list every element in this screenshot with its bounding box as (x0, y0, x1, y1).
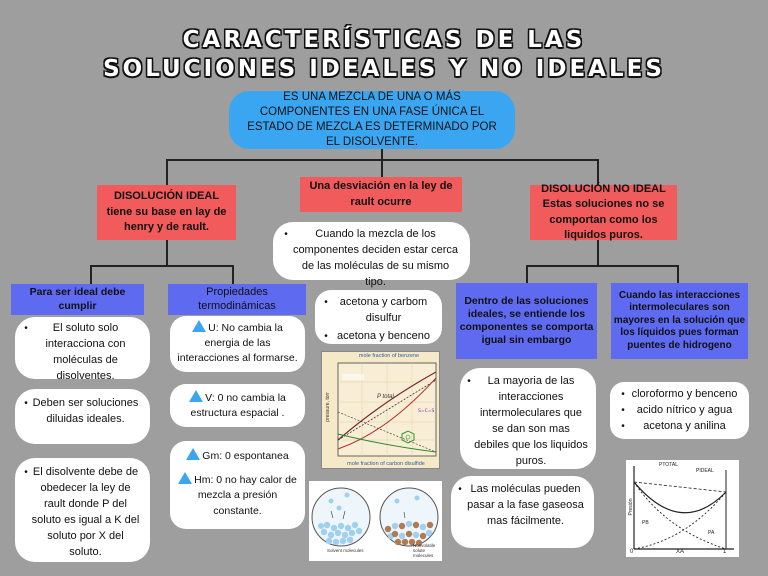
connector (166, 159, 168, 186)
connector (526, 265, 528, 284)
graph-top-label: mole fraction of benzene (358, 353, 420, 359)
connector (381, 159, 383, 178)
thermo-item: V: 0 no cambia la estructura espacial . (190, 392, 286, 420)
connector (90, 265, 234, 267)
connector (526, 265, 679, 267)
vapor-pressure-graph (321, 351, 440, 469)
bullet-dot: • (621, 421, 625, 432)
nonideal-solution-box (530, 182, 677, 241)
bullet-dot: • (467, 376, 471, 387)
bullet-dot: • (458, 484, 462, 495)
raoult-pb-label: PB (642, 520, 649, 526)
thermo-item: Hm: 0 no hay calor de mezcla a presión constante. (194, 474, 297, 517)
condition-item: Deben ser soluciones diluidas ideales. (32, 397, 139, 425)
thermo-card (170, 384, 305, 427)
graph-ylabel: pressure, torr (325, 392, 331, 422)
bullet-dot: • (324, 330, 328, 342)
raoult-svg (626, 460, 739, 557)
hbond-item: acido nítrico y agua (636, 404, 733, 416)
connector (90, 265, 92, 285)
condition-card (15, 458, 150, 562)
thermo-item: Gm: 0 espontanea (202, 450, 289, 462)
condition-item: El soluto solo interacciona con moléculas de disolventes. (45, 322, 126, 382)
nonideal-item: Las moléculas pueden pasar a la fase gaseosa mas fácilmente. (467, 483, 584, 527)
particles-image (309, 481, 442, 561)
triangle-icon (186, 448, 200, 460)
raoult-zero-label: 0 (630, 549, 634, 555)
connector (232, 265, 234, 285)
conditions-heading: Para ser ideal debe cumplir (11, 284, 144, 315)
graph-bottom-label: mole fraction of carbon disulfide (347, 461, 425, 467)
graph-total-label: P total (377, 394, 394, 400)
raoult-pa-label: PA (708, 530, 715, 536)
deviation-bullet-card (273, 222, 470, 288)
hbond-card (610, 382, 749, 439)
thermo-card (170, 441, 305, 529)
deviation-examples-card (315, 290, 442, 344)
condition-card (15, 389, 150, 444)
raoult-diagram (626, 460, 739, 557)
bullet-dot: • (24, 467, 28, 478)
triangle-icon (178, 472, 192, 484)
raoult-xlabel: XA (676, 549, 685, 555)
nonideal-inner-heading: Dentro de las soluciones ideales, se entiende los componentes se comporta igual sin embargo (456, 283, 597, 359)
particles-right-label: Nonvolatile solute molecules (413, 543, 436, 558)
bullet-dot: • (324, 297, 328, 308)
ideal-heading: DISOLUCIÓN IDEAL (113, 190, 220, 203)
deviation-example: acetona y benceno (337, 329, 430, 342)
hbond-item: cloroformo y benceno (631, 388, 738, 400)
deviation-heading: Una desviación en la ley de rault ocurre (300, 177, 462, 212)
root-definition: ES UNA MEZCLA DE UNA O MÁS COMPONENTES EN UNA FASE ÚNICA EL ESTADO DE MEZCLA ES DETERMINADO POR EL DISOLVENTE. (229, 91, 515, 149)
nonideal-item: La mayoria de las interacciones intermoleculares que se dan son mas debiles que los liquidos puros. (474, 375, 588, 467)
raoult-one-label: 1 (723, 549, 727, 555)
condition-item: El disolvente debe de obedecer la ley de rault donde P del soluto es igual a K del soluto por X del soluto. (31, 466, 140, 558)
ideal-subtitle: tiene su base en lay de henry y de rault. (106, 205, 227, 234)
deviation-bullet: Cuando la mezcla de los componentes deciden estar cerca de las moléculas de su mismo tipo. (292, 228, 459, 288)
thermo-heading: Propiedades termodinámicas (168, 284, 306, 315)
bullet-dot: • (24, 398, 28, 409)
bullet-dot: • (621, 389, 625, 400)
hbond-item: acetona y anilina (643, 420, 726, 432)
condition-card (15, 317, 150, 382)
particles-left-label: Solvent molecules (327, 548, 364, 553)
deviation-example: acetona y carbom disulfur (339, 296, 428, 324)
triangle-icon (189, 390, 203, 402)
nonideal-card (460, 368, 596, 469)
vapor-pressure-svg (322, 352, 441, 470)
hbond-heading: Cuando las interacciones intermoleculares son mayores en la solución que los líquidos pues forman puentes de hidrogeno (611, 283, 748, 359)
title-line-2: SOLUCIONES IDEALES Y NO IDEALES (103, 56, 665, 82)
triangle-icon (192, 320, 206, 332)
svg-text:S=C=S: S=C=S (418, 409, 435, 414)
raoult-ylabel: Presión (628, 498, 634, 516)
thermo-card (170, 316, 305, 372)
nonideal-heading: DISOLUCIÓN NO IDEAL (541, 182, 666, 195)
connector (166, 240, 168, 266)
raoult-pideal-label: PIDEAL (696, 468, 714, 474)
bullet-dot: • (24, 323, 28, 334)
nonideal-subtitle: Estas soluciones no se comportan como los liquidos puros. (542, 198, 665, 241)
title-line-1: CARACTERÍSTICAS DE LAS (182, 27, 586, 53)
connector (677, 265, 679, 284)
connector (597, 240, 599, 266)
nonideal-card (451, 476, 594, 548)
bullet-dot: • (621, 405, 625, 416)
raoult-ptotal-label: PTOTAL (659, 462, 678, 468)
thermo-item: U: No cambia la energia de las interacciones al formarse. (177, 322, 298, 365)
ideal-solution-box (97, 185, 236, 240)
bullet-dot: • (284, 229, 288, 240)
